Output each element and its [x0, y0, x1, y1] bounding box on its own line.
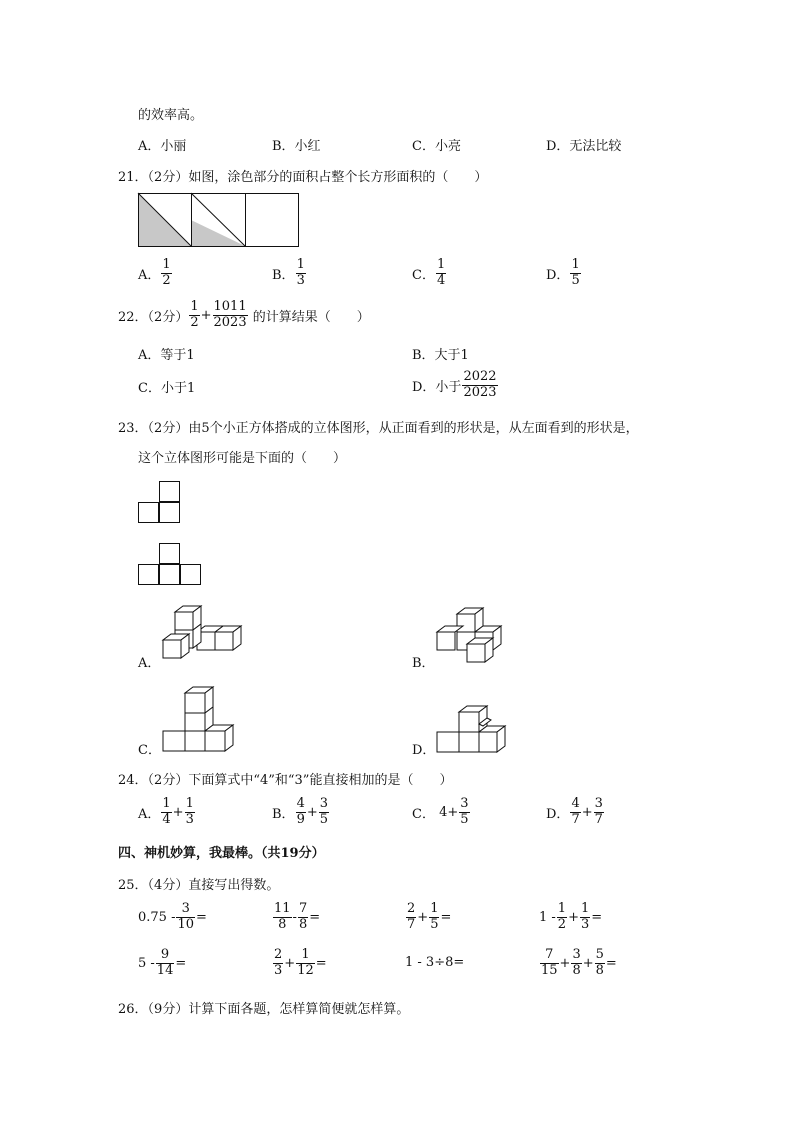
q23-option-c-label[interactable]: C．: [138, 743, 161, 758]
q22-stem: 22．（2分） $\frac{1}{2}$ + $\frac{1011}{2023}$ 的计算结果（ ）: [118, 299, 370, 330]
q22-option-c[interactable]: C．小于1: [138, 381, 196, 396]
q21-option-d[interactable]: D． $\frac{1}{5}$: [546, 257, 580, 288]
q23-option-d-label[interactable]: D．: [412, 743, 436, 758]
q22-option-b[interactable]: B．大于1: [412, 348, 469, 363]
q20-option-a[interactable]: A．小丽: [138, 139, 187, 154]
q25-expr-1[interactable]: 0.75 - $\frac{3}{10}$ =: [138, 901, 207, 932]
q23-option-b-cubes[interactable]: [437, 606, 507, 664]
q22-option-a[interactable]: A．等于1: [138, 348, 195, 363]
q21-option-a[interactable]: A． $\frac{1}{2}$: [138, 257, 171, 288]
q25-expr-3[interactable]: $\frac{2}{7}$ + $\frac{1}{5}$ =: [407, 901, 452, 932]
q23-option-d-cubes[interactable]: [437, 704, 509, 754]
q20-option-b[interactable]: B．小红: [272, 139, 321, 154]
q20-continuation: 的效率高。: [138, 108, 204, 123]
q23-left-view-figure: [138, 543, 202, 587]
q20-option-d[interactable]: D．无法比较: [546, 139, 622, 154]
q24-option-b[interactable]: B． $\frac{4}{9}$ + $\frac{3}{5}$: [272, 796, 329, 827]
q25-expr-7[interactable]: 1 - 3÷8=: [405, 955, 465, 970]
q23-option-a-cubes[interactable]: [163, 604, 247, 662]
q21-rectangle-figure: [138, 193, 300, 249]
q25-expr-2[interactable]: $\frac{11}{8}$ - $\frac{7}{8}$ =: [274, 901, 321, 932]
section-heading: 四、神机妙算，我最棒。（共19分）: [118, 846, 325, 861]
q21-option-c[interactable]: C． $\frac{1}{4}$: [412, 257, 446, 288]
q24-option-c[interactable]: C． 4+ $\frac{3}{5}$: [412, 796, 469, 827]
q23-option-c-cubes[interactable]: [163, 685, 235, 753]
q24-stem: 24．（2分）下面算式中“4”和“3”能直接相加的是（ ）: [118, 773, 453, 788]
q21-stem: 21．（2分）如图，涂色部分的面积占整个长方形面积的（ ）: [118, 170, 488, 185]
q23-option-a-label[interactable]: A．: [138, 656, 161, 671]
q24-option-a[interactable]: A． $\frac{1}{4}$ + $\frac{1}{3}$: [138, 796, 194, 827]
q21-option-b[interactable]: B． $\frac{1}{3}$: [272, 257, 305, 288]
q23-front-view-figure: [138, 481, 182, 525]
q25-expr-6[interactable]: $\frac{2}{3}$ + $\frac{1}{12}$ =: [274, 947, 327, 978]
q25-expr-8[interactable]: $\frac{7}{15}$ + $\frac{3}{8}$ + $\frac{5}{8}$ =: [541, 947, 617, 978]
q23-stem-line1: 23．（2分）由5个小正方体搭成的立体图形，从正面看到的形状是，从左面看到的形状是，: [118, 421, 639, 436]
q22-option-d[interactable]: D．小于 $\frac{2022}{2023}$: [412, 369, 497, 400]
q25-expr-4[interactable]: 1 - $\frac{1}{2}$ + $\frac{1}{3}$ =: [539, 901, 603, 932]
q25-stem: 25．（4分）直接写出得数。: [118, 878, 280, 893]
q23-option-b-label[interactable]: B．: [412, 656, 435, 671]
q20-option-c[interactable]: C．小亮: [412, 139, 461, 154]
q23-stem-line2: 这个立体图形可能是下面的（ ）: [138, 451, 347, 466]
q25-expr-5[interactable]: 5 - $\frac{9}{14}$ =: [138, 947, 187, 978]
q26-stem: 26．（9分）计算下面各题，怎样算简便就怎样算。: [118, 1002, 410, 1017]
q24-option-d[interactable]: D． $\frac{4}{7}$ + $\frac{3}{7}$: [546, 796, 603, 827]
